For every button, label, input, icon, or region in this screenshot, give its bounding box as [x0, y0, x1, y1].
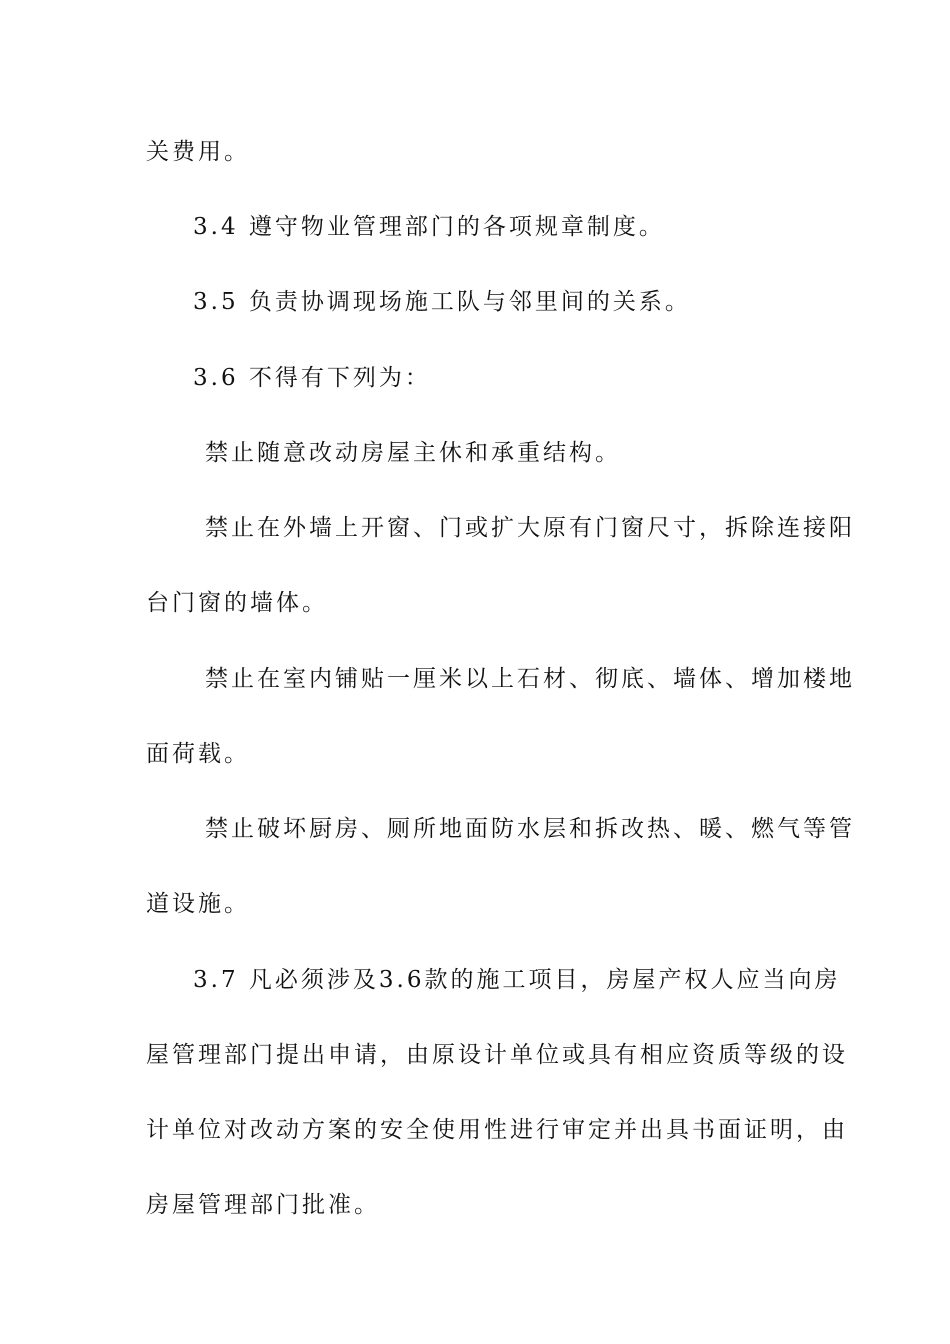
paragraph-line: 关费用。 — [146, 139, 250, 165]
paragraph-line: 房屋管理部门批准。 — [146, 1192, 380, 1218]
paragraph-line: 台门窗的墙体。 — [146, 590, 328, 616]
paragraph-line: 禁止在室内铺贴一厘米以上石材、彻底、墙体、增加楼地 — [205, 666, 855, 692]
paragraph-line: 计单位对改动方案的安全使用性进行审定并出具书面证明，由 — [146, 1117, 848, 1143]
paragraph-line: 面荷载。 — [146, 741, 250, 767]
paragraph-line: 3.4 遵守物业管理部门的各项规章制度。 — [193, 214, 665, 240]
paragraph-line: 3.6 不得有下列为： — [193, 365, 431, 391]
paragraph-line: 禁止随意改动房屋主休和承重结构。 — [205, 440, 621, 466]
paragraph-line: 禁止在外墙上开窗、门或扩大原有门窗尺寸，拆除连接阳 — [205, 515, 855, 541]
paragraph-line: 道设施。 — [146, 891, 250, 917]
paragraph-line: 屋管理部门提出申请，由原设计单位或具有相应资质等级的设 — [146, 1042, 848, 1068]
paragraph-line: 3.7 凡必须涉及3.6款的施工项目，房屋产权人应当向房 — [193, 967, 841, 993]
paragraph-line: 禁止破坏厨房、厕所地面防水层和拆改热、暖、燃气等管 — [205, 816, 855, 842]
paragraph-line: 3.5 负责协调现场施工队与邻里间的关系。 — [193, 289, 691, 315]
